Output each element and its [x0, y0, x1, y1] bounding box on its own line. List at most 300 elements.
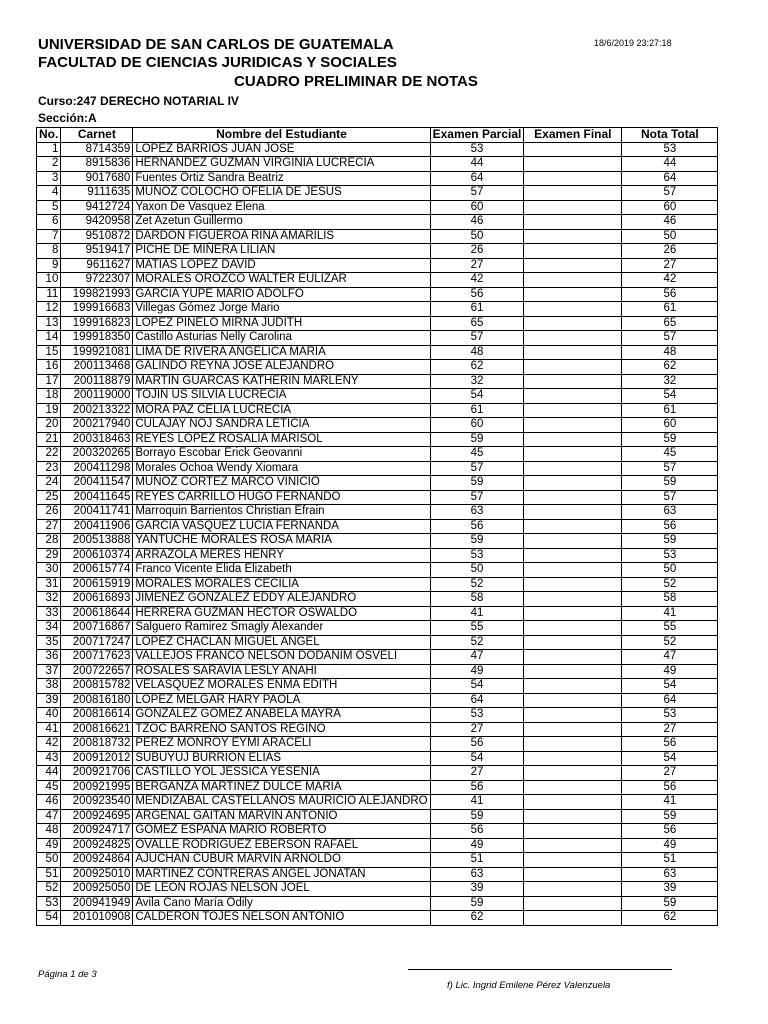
table-row — [37, 287, 718, 302]
total-grade-cell: 56 — [622, 519, 718, 534]
final-exam-cell — [524, 418, 622, 433]
total-grade-cell: 52 — [622, 577, 718, 592]
total-grade-cell: 56 — [622, 737, 718, 752]
row-number: 43 — [37, 751, 61, 766]
carnet-cell: 199821993 — [61, 287, 133, 302]
row-number: 52 — [37, 882, 61, 897]
student-name-cell: TOJIN US SILVIA LUCRECIA — [133, 389, 430, 404]
student-name-cell: MORALES MORALES CECILIA — [133, 577, 430, 592]
final-exam-cell — [524, 882, 622, 897]
student-name-cell: MORA PAZ CELIA LUCRECIA — [133, 403, 430, 418]
final-exam-cell — [524, 331, 622, 346]
partial-exam-cell: 59 — [430, 476, 524, 491]
faculty-title: FACULTAD DE CIENCIAS JURIDICAS Y SOCIALES — [38, 54, 397, 71]
total-grade-cell: 53 — [622, 142, 718, 157]
table-row — [37, 679, 718, 694]
student-name-cell: MENDIZABAL CASTELLANOS MAURICIO ALEJANDRO — [133, 795, 430, 810]
total-grade-cell: 59 — [622, 809, 718, 824]
row-number: 47 — [37, 809, 61, 824]
partial-exam-cell: 54 — [430, 751, 524, 766]
partial-exam-cell: 59 — [430, 534, 524, 549]
table-row — [37, 244, 718, 259]
carnet-cell: 200912012 — [61, 751, 133, 766]
row-number: 31 — [37, 577, 61, 592]
partial-exam-cell: 56 — [430, 737, 524, 752]
student-name-cell: CULAJAY NOJ SANDRA LETICIA — [133, 418, 430, 433]
report-title: CUADRO PRELIMINAR DE NOTAS — [234, 73, 478, 90]
carnet-cell: 200618644 — [61, 606, 133, 621]
total-grade-cell: 41 — [622, 606, 718, 621]
student-name-cell: Zet Azetun Guillermo — [133, 215, 430, 230]
total-grade-cell: 32 — [622, 374, 718, 389]
table-header-row — [37, 128, 718, 143]
final-exam-cell — [524, 896, 622, 911]
partial-exam-cell: 59 — [430, 809, 524, 824]
total-grade-cell: 56 — [622, 287, 718, 302]
student-name-cell: DARDON FIGUEROA RINA AMARILIS — [133, 229, 430, 244]
carnet-cell: 200217940 — [61, 418, 133, 433]
report-timestamp: 18/6/2019 23:27:18 — [594, 38, 672, 48]
partial-exam-cell: 48 — [430, 345, 524, 360]
final-exam-cell — [524, 374, 622, 389]
row-number: 15 — [37, 345, 61, 360]
table-row — [37, 534, 718, 549]
total-grade-cell: 39 — [622, 882, 718, 897]
final-exam-cell — [524, 171, 622, 186]
total-grade-cell: 27 — [622, 766, 718, 781]
carnet-cell: 200411741 — [61, 505, 133, 520]
partial-exam-cell: 52 — [430, 577, 524, 592]
final-exam-cell — [524, 157, 622, 172]
carnet-cell: 200924717 — [61, 824, 133, 839]
carnet-cell: 200411645 — [61, 490, 133, 505]
table-row — [37, 780, 718, 795]
row-number: 10 — [37, 273, 61, 288]
total-grade-cell: 59 — [622, 896, 718, 911]
student-name-cell: YANTUCHE MORALES ROSA MARIA — [133, 534, 430, 549]
total-grade-cell: 45 — [622, 447, 718, 462]
total-grade-cell: 48 — [622, 345, 718, 360]
partial-exam-cell: 26 — [430, 244, 524, 259]
total-grade-cell: 53 — [622, 708, 718, 723]
student-name-cell: HERNANDEZ GUZMAN VIRGINIA LUCRECIA — [133, 157, 430, 172]
partial-exam-cell: 46 — [430, 215, 524, 230]
final-exam-cell — [524, 606, 622, 621]
final-exam-cell — [524, 693, 622, 708]
table-row — [37, 548, 718, 563]
carnet-cell: 200921995 — [61, 780, 133, 795]
student-name-cell: PICHE DE MIÑERA LILIAN — [133, 244, 430, 259]
carnet-cell: 9611627 — [61, 258, 133, 273]
student-name-cell: ROSALES SARAVIA LESLY ANAHI — [133, 664, 430, 679]
partial-exam-cell: 64 — [430, 171, 524, 186]
row-number: 45 — [37, 780, 61, 795]
total-grade-cell: 56 — [622, 780, 718, 795]
final-exam-cell — [524, 519, 622, 534]
table-row — [37, 722, 718, 737]
table-row — [37, 171, 718, 186]
table-row — [37, 809, 718, 824]
student-name-cell: HERRERA GUZMAN HECTOR OSWALDO — [133, 606, 430, 621]
table-row — [37, 200, 718, 215]
table-row — [37, 273, 718, 288]
table-row — [37, 911, 718, 926]
row-number: 20 — [37, 418, 61, 433]
total-grade-cell: 63 — [622, 505, 718, 520]
partial-exam-cell: 60 — [430, 200, 524, 215]
total-grade-cell: 65 — [622, 316, 718, 331]
student-name-cell: ARRAZOLA MERES HENRY — [133, 548, 430, 563]
carnet-cell: 200717247 — [61, 635, 133, 650]
table-row — [37, 896, 718, 911]
carnet-cell: 8714359 — [61, 142, 133, 157]
carnet-cell: 200616893 — [61, 592, 133, 607]
col-header-total-grade: Nota Total — [622, 128, 718, 143]
partial-exam-cell: 56 — [430, 780, 524, 795]
final-exam-cell — [524, 766, 622, 781]
partial-exam-cell: 56 — [430, 824, 524, 839]
partial-exam-cell: 41 — [430, 606, 524, 621]
final-exam-cell — [524, 795, 622, 810]
student-name-cell: MUÑOZ CORTEZ MARCO VINICIO — [133, 476, 430, 491]
row-number: 25 — [37, 490, 61, 505]
table-row — [37, 374, 718, 389]
partial-exam-cell: 58 — [430, 592, 524, 607]
row-number: 54 — [37, 911, 61, 926]
row-number: 46 — [37, 795, 61, 810]
row-number: 18 — [37, 389, 61, 404]
row-number: 27 — [37, 519, 61, 534]
final-exam-cell — [524, 751, 622, 766]
carnet-cell: 200921706 — [61, 766, 133, 781]
table-row — [37, 403, 718, 418]
student-name-cell: Villegas Gómez Jorge Mario — [133, 302, 430, 317]
partial-exam-cell: 49 — [430, 838, 524, 853]
total-grade-cell: 58 — [622, 592, 718, 607]
row-number: 39 — [37, 693, 61, 708]
table-row — [37, 476, 718, 491]
row-number: 22 — [37, 447, 61, 462]
final-exam-cell — [524, 534, 622, 549]
row-number: 26 — [37, 505, 61, 520]
row-number: 9 — [37, 258, 61, 273]
final-exam-cell — [524, 592, 622, 607]
student-name-cell: Marroquin Barrientos Christian Efrain — [133, 505, 430, 520]
total-grade-cell: 55 — [622, 621, 718, 636]
final-exam-cell — [524, 650, 622, 665]
row-number: 44 — [37, 766, 61, 781]
row-number: 23 — [37, 461, 61, 476]
carnet-cell: 200118879 — [61, 374, 133, 389]
partial-exam-cell: 63 — [430, 505, 524, 520]
carnet-cell: 200119000 — [61, 389, 133, 404]
carnet-cell: 9722307 — [61, 273, 133, 288]
carnet-cell: 9510872 — [61, 229, 133, 244]
table-row — [37, 708, 718, 723]
partial-exam-cell: 51 — [430, 853, 524, 868]
total-grade-cell: 64 — [622, 171, 718, 186]
partial-exam-cell: 57 — [430, 186, 524, 201]
final-exam-cell — [524, 911, 622, 926]
total-grade-cell: 41 — [622, 795, 718, 810]
row-number: 40 — [37, 708, 61, 723]
carnet-cell: 8915836 — [61, 157, 133, 172]
partial-exam-cell: 41 — [430, 795, 524, 810]
student-name-cell: GARCIA VASQUEZ LUCIA FERNANDA — [133, 519, 430, 534]
col-header-carnet: Carnet — [61, 128, 133, 143]
total-grade-cell: 42 — [622, 273, 718, 288]
student-name-cell: PEREZ MONROY EYMI ARACELI — [133, 737, 430, 752]
row-number: 13 — [37, 316, 61, 331]
carnet-cell: 200615919 — [61, 577, 133, 592]
student-name-cell: Borrayo Escobar Erick Geovanni — [133, 447, 430, 462]
partial-exam-cell: 42 — [430, 273, 524, 288]
row-number: 28 — [37, 534, 61, 549]
table-row — [37, 621, 718, 636]
total-grade-cell: 61 — [622, 302, 718, 317]
table-row — [37, 795, 718, 810]
carnet-cell: 199918350 — [61, 331, 133, 346]
partial-exam-cell: 57 — [430, 461, 524, 476]
carnet-cell: 200513888 — [61, 534, 133, 549]
partial-exam-cell: 27 — [430, 722, 524, 737]
final-exam-cell — [524, 621, 622, 636]
student-name-cell: MARTINEZ CONTRERAS ANGEL JONATAN — [133, 867, 430, 882]
grades-table-body — [37, 142, 718, 925]
partial-exam-cell: 39 — [430, 882, 524, 897]
total-grade-cell: 60 — [622, 418, 718, 433]
partial-exam-cell: 52 — [430, 635, 524, 650]
total-grade-cell: 59 — [622, 476, 718, 491]
carnet-cell: 200411547 — [61, 476, 133, 491]
student-name-cell: LIMA DE RIVERA ANGELICA MARIA — [133, 345, 430, 360]
total-grade-cell: 53 — [622, 548, 718, 563]
carnet-cell: 9111635 — [61, 186, 133, 201]
carnet-cell: 199916683 — [61, 302, 133, 317]
col-header-no: No. — [37, 128, 61, 143]
table-row — [37, 331, 718, 346]
carnet-cell: 200716867 — [61, 621, 133, 636]
carnet-cell: 200615774 — [61, 563, 133, 578]
total-grade-cell: 54 — [622, 751, 718, 766]
partial-exam-cell: 44 — [430, 157, 524, 172]
col-header-final-exam: Examen Final — [524, 128, 622, 143]
total-grade-cell: 60 — [622, 200, 718, 215]
total-grade-cell: 49 — [622, 838, 718, 853]
row-number: 32 — [37, 592, 61, 607]
final-exam-cell — [524, 577, 622, 592]
carnet-cell: 199921081 — [61, 345, 133, 360]
carnet-cell: 9420958 — [61, 215, 133, 230]
partial-exam-cell: 63 — [430, 867, 524, 882]
student-name-cell: GARCIA YUPE MARIO ADOLFO — [133, 287, 430, 302]
carnet-cell: 200815782 — [61, 679, 133, 694]
carnet-cell: 200610374 — [61, 548, 133, 563]
university-title: UNIVERSIDAD DE SAN CARLOS DE GUATEMALA — [38, 36, 394, 53]
table-row — [37, 766, 718, 781]
total-grade-cell: 46 — [622, 215, 718, 230]
student-name-cell: Fuentes Ortiz Sandra Beatriz — [133, 171, 430, 186]
carnet-cell: 200818732 — [61, 737, 133, 752]
student-name-cell: Salguero Ramirez Smagly Alexander — [133, 621, 430, 636]
student-name-cell: LOPEZ CHACLAN MIGUEL ANGEL — [133, 635, 430, 650]
table-row — [37, 345, 718, 360]
table-row — [37, 650, 718, 665]
grades-table — [36, 127, 718, 926]
student-name-cell: GONZALEZ GOMEZ ANABELA MAYRA — [133, 708, 430, 723]
table-row — [37, 824, 718, 839]
partial-exam-cell: 56 — [430, 287, 524, 302]
total-grade-cell: 57 — [622, 331, 718, 346]
row-number: 48 — [37, 824, 61, 839]
student-name-cell: DE LEON ROJAS NELSON JOEL — [133, 882, 430, 897]
partial-exam-cell: 54 — [430, 679, 524, 694]
table-row — [37, 519, 718, 534]
student-name-cell: Franco Vicente Elida Elizabeth — [133, 563, 430, 578]
total-grade-cell: 57 — [622, 461, 718, 476]
carnet-cell: 199916823 — [61, 316, 133, 331]
student-name-cell: REYES CARRILLO HUGO FERNANDO — [133, 490, 430, 505]
student-name-cell: SUBUYUJ BURRION ELIAS — [133, 751, 430, 766]
carnet-cell: 200925010 — [61, 867, 133, 882]
col-header-name: Nombre del Estudiante — [133, 128, 430, 143]
final-exam-cell — [524, 287, 622, 302]
total-grade-cell: 49 — [622, 664, 718, 679]
carnet-cell: 200816180 — [61, 693, 133, 708]
final-exam-cell — [524, 737, 622, 752]
student-name-cell: AJUCHAN CUBUR MARVIN ARNOLDO — [133, 853, 430, 868]
table-row — [37, 751, 718, 766]
carnet-cell: 200816621 — [61, 722, 133, 737]
table-row — [37, 418, 718, 433]
row-number: 35 — [37, 635, 61, 650]
final-exam-cell — [524, 476, 622, 491]
row-number: 11 — [37, 287, 61, 302]
table-row — [37, 316, 718, 331]
final-exam-cell — [524, 708, 622, 723]
student-name-cell: MARTIN GUARCAS KATHERIN MARLENY — [133, 374, 430, 389]
carnet-cell: 200717623 — [61, 650, 133, 665]
row-number: 3 — [37, 171, 61, 186]
final-exam-cell — [524, 345, 622, 360]
carnet-cell: 200925050 — [61, 882, 133, 897]
section-line — [38, 111, 97, 125]
table-row — [37, 447, 718, 462]
student-name-cell: VALLEJOS FRANCO NELSON DODANIM OSVELI — [133, 650, 430, 665]
final-exam-cell — [524, 142, 622, 157]
partial-exam-cell: 61 — [430, 403, 524, 418]
total-grade-cell: 27 — [622, 258, 718, 273]
partial-exam-cell: 54 — [430, 389, 524, 404]
table-row — [37, 142, 718, 157]
course-line — [38, 94, 239, 108]
table-row — [37, 563, 718, 578]
row-number: 37 — [37, 664, 61, 679]
final-exam-cell — [524, 360, 622, 375]
carnet-cell: 9412724 — [61, 200, 133, 215]
table-row — [37, 186, 718, 201]
final-exam-cell — [524, 635, 622, 650]
final-exam-cell — [524, 722, 622, 737]
partial-exam-cell: 53 — [430, 708, 524, 723]
final-exam-cell — [524, 853, 622, 868]
final-exam-cell — [524, 809, 622, 824]
table-row — [37, 737, 718, 752]
partial-exam-cell: 64 — [430, 693, 524, 708]
final-exam-cell — [524, 273, 622, 288]
row-number: 6 — [37, 215, 61, 230]
partial-exam-cell: 62 — [430, 911, 524, 926]
final-exam-cell — [524, 229, 622, 244]
carnet-cell: 9017680 — [61, 171, 133, 186]
student-name-cell: VELASQUEZ MORALES ENMA EDITH — [133, 679, 430, 694]
row-number: 7 — [37, 229, 61, 244]
partial-exam-cell: 53 — [430, 142, 524, 157]
student-name-cell: REYES LOPEZ ROSALIA MARISOL — [133, 432, 430, 447]
partial-exam-cell: 45 — [430, 447, 524, 462]
final-exam-cell — [524, 432, 622, 447]
page-number: Página 1 de 3 — [38, 969, 97, 980]
partial-exam-cell: 57 — [430, 490, 524, 505]
row-number: 29 — [37, 548, 61, 563]
partial-exam-cell: 55 — [430, 621, 524, 636]
course-label: Curso: — [38, 94, 77, 108]
table-row — [37, 693, 718, 708]
final-exam-cell — [524, 302, 622, 317]
total-grade-cell: 61 — [622, 403, 718, 418]
final-exam-cell — [524, 447, 622, 462]
total-grade-cell: 62 — [622, 911, 718, 926]
carnet-cell: 201010908 — [61, 911, 133, 926]
student-name-cell: OVALLE RODRIGUEZ EBERSON RAFAEL — [133, 838, 430, 853]
carnet-cell: 200924864 — [61, 853, 133, 868]
row-number: 5 — [37, 200, 61, 215]
total-grade-cell: 54 — [622, 679, 718, 694]
partial-exam-cell: 53 — [430, 548, 524, 563]
carnet-cell: 200411906 — [61, 519, 133, 534]
row-number: 42 — [37, 737, 61, 752]
final-exam-cell — [524, 505, 622, 520]
carnet-cell: 200941949 — [61, 896, 133, 911]
student-name-cell: MUÑOZ COLOCHO OFELIA DE JESUS — [133, 186, 430, 201]
student-name-cell: MORALES OROZCO WALTER EULIZAR — [133, 273, 430, 288]
final-exam-cell — [524, 186, 622, 201]
table-row — [37, 838, 718, 853]
carnet-cell: 200923540 — [61, 795, 133, 810]
student-name-cell: Morales Ochoa Wendy Xiomara — [133, 461, 430, 476]
student-name-cell: LOPEZ MELGAR HARY PAOLA — [133, 693, 430, 708]
student-name-cell: ARGENAL GAITAN MARVIN ANTONIO — [133, 809, 430, 824]
carnet-cell: 9519417 — [61, 244, 133, 259]
partial-exam-cell: 59 — [430, 432, 524, 447]
partial-exam-cell: 50 — [430, 229, 524, 244]
table-row — [37, 258, 718, 273]
col-header-partial-exam: Examen Parcial — [430, 128, 524, 143]
final-exam-cell — [524, 258, 622, 273]
total-grade-cell: 27 — [622, 722, 718, 737]
total-grade-cell: 57 — [622, 490, 718, 505]
table-row — [37, 635, 718, 650]
row-number: 17 — [37, 374, 61, 389]
total-grade-cell: 54 — [622, 389, 718, 404]
carnet-cell: 200113468 — [61, 360, 133, 375]
partial-exam-cell: 49 — [430, 664, 524, 679]
student-name-cell: Yaxon De Vasquez Elena — [133, 200, 430, 215]
final-exam-cell — [524, 548, 622, 563]
final-exam-cell — [524, 867, 622, 882]
table-row — [37, 215, 718, 230]
student-name-cell: LOPEZ BARRIOS JUAN JOSE — [133, 142, 430, 157]
